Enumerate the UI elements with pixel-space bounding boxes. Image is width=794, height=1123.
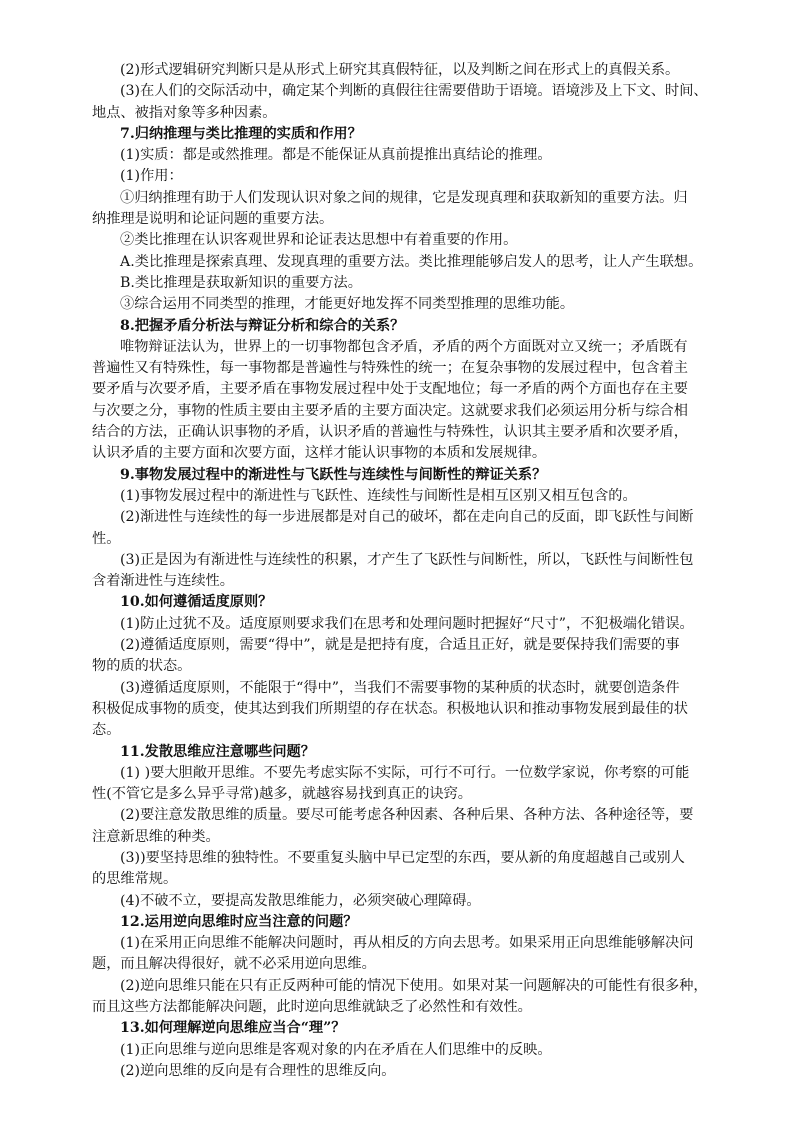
- paragraph-line: 物的质的状态。: [92, 658, 192, 675]
- section-heading: 9.事物发展过程中的渐进性与飞跃性与连续性与间断性的辩证关系？: [120, 466, 547, 483]
- paragraph-line: 要矛盾与次要矛盾，主要矛盾在事物发展过程中处于支配地位；每一矛盾的两个方面也存在主要: [92, 381, 688, 398]
- paragraph-line: 注意新思维的种类。: [92, 828, 220, 845]
- paragraph-line: 含着渐进性与连续性。: [92, 573, 234, 590]
- paragraph-line: (1)正向思维与逆向思维是客观对象的内在矛盾在人们思维中的反映。: [120, 1041, 552, 1058]
- paragraph-line: 态。: [92, 722, 121, 739]
- paragraph-line: (2)逆向思维的反向是有合理性的思维反向。: [120, 1062, 396, 1079]
- section-heading: 11.发散思维应注意哪些问题？: [120, 743, 315, 760]
- paragraph-line: ①归纳推理有助于人们发现认识对象之间的规律，它是发现真理和获取新知的重要方法。归: [120, 189, 688, 206]
- paragraph-line: (2)渐进性与连续性的每一步进展都是对自己的破坏，都在走向自己的反面，即飞跃性与间断: [120, 509, 694, 526]
- paragraph-line: (1)作用：: [120, 168, 183, 185]
- paragraph-line: A.类比推理是探索真理、发现真理的重要方法。类比推理能够启发人的思考，让人产生联想。: [120, 253, 703, 270]
- paragraph-line: (2)要注意发散思维的质量。要尽可能考虑各种因素、各种后果、各种方法、各种途径等，要: [120, 807, 694, 824]
- paragraph-line: (2)逆向思维只能在只有正反两种可能的情况下使用。如果对某一问题解决的可能性有很多种，: [120, 977, 708, 994]
- section-heading: 12.运用逆向思维时应当注意的问题？: [120, 913, 358, 930]
- document-body: [92, 60, 742, 1082]
- paragraph-line: 认识矛盾的主要方面和次要方面，这样才能认识事物的本质和发展规律。: [92, 445, 547, 462]
- paragraph-line: (2)形式逻辑研究判断只是从形式上研究其真假特征，以及判断之间在形式上的真假关系。: [120, 62, 680, 78]
- paragraph-line: (1)在采用正向思维不能解决问题时，再从相反的方向去思考。如果采用正向思维能够解决问: [120, 935, 694, 952]
- paragraph-line: 地点、被指对象等多种因素。: [92, 104, 277, 121]
- paragraph-line: 性(不管它是多么异乎寻常)越多，就越容易找到真正的诀窍。: [92, 786, 472, 803]
- section-heading: 7.归纳推理与类比推理的实质和作用？: [120, 125, 362, 142]
- section-heading: 10.如何遵循适度原则？: [120, 594, 273, 611]
- paragraph-line: 而且这些方法都能解决问题，此时逆向思维就缺乏了必然性和有效性。: [92, 999, 532, 1016]
- paragraph-line: 题，而且解决得很好，就不必采用逆向思维。: [92, 956, 376, 973]
- section-heading: 8.把握矛盾分析法与辩证分析和综合的关系？: [120, 317, 405, 334]
- paragraph-line: (3)在人们的交际活动中，确定某个判断的真假往往需要借助于语境。语境涉及上下文、时间、: [120, 83, 708, 100]
- paragraph-line: (4)不破不立，要提高发散思维能力，必须突破心理障碍。: [120, 892, 481, 909]
- paragraph-line: (1) )要大胆敞开思维。不要先考虑实际不实际，可行不可行。一位数学家说，你考察的可能: [120, 764, 690, 781]
- paragraph-line: (3)正是因为有渐进性与连续性的积累，才产生了飞跃性与间断性，所以，飞跃性与间断性包: [120, 551, 694, 568]
- paragraph-line: (3))要坚持思维的独特性。不要重复头脑中早已定型的东西，要从新的角度超越自己或别人: [120, 849, 685, 866]
- section-heading: 13.如何理解逆向思维应当合“理”？: [120, 1020, 346, 1037]
- paragraph-line: (2)遵循适度原则，需要“得中”，就是是把持有度，合适且正好，就是要保持我们需要的事: [120, 637, 680, 654]
- paragraph-line: (1)实质：都是或然推理。都是不能保证从真前提推出真结论的推理。: [120, 147, 552, 164]
- paragraph-line: 结合的方法，正确认识事物的矛盾，认识矛盾的普遍性与特殊性，认识其主要矛盾和次要矛盾，: [92, 424, 688, 441]
- paragraph-line: 的思维常规。: [92, 871, 178, 888]
- paragraph-line: ②类比推理在认识客观世界和论证表达思想中有着重要的作用。: [120, 232, 518, 249]
- paragraph-line: 唯物辩证法认为，世界上的一切事物都包含矛盾，矛盾的两个方面既对立又统一；矛盾既有: [120, 338, 688, 355]
- paragraph-line: ③综合运用不同类型的推理，才能更好地发挥不同类型推理的思维功能。: [120, 296, 575, 313]
- paragraph-line: 普遍性又有特殊性，每一事物都是普遍性与特殊性的统一；在复杂事物的发展过程中，包含着主: [92, 360, 688, 377]
- paragraph-line: 与次要之分，事物的性质主要由主要矛盾的主要方面决定。这就要求我们必须运用分析与综合相: [92, 402, 688, 419]
- paragraph-line: 纳推理是说明和论证问题的重要方法。: [92, 211, 334, 228]
- paragraph-line: B.类比推理是获取新知识的重要方法。: [120, 274, 362, 291]
- paragraph-line: 积极促成事物的质变，使其达到我们所期望的存在状态。积极地认识和推动事物发展到最佳的状: [92, 700, 688, 717]
- paragraph-line: (3)遵循适度原则，不能限于“得中”，当我们不需要事物的某种质的状态时，就要创造条件: [120, 679, 680, 696]
- paragraph-line: (1)事物发展过程中的渐进性与飞跃性、连续性与间断性是相互区别又相互包含的。: [120, 487, 637, 504]
- paragraph-line: (1)防止过犹不及。适度原则要求我们在思考和处理问题时把握好“尺寸”，不犯极端化错误。: [120, 615, 694, 632]
- paragraph-line: 性。: [92, 530, 121, 547]
